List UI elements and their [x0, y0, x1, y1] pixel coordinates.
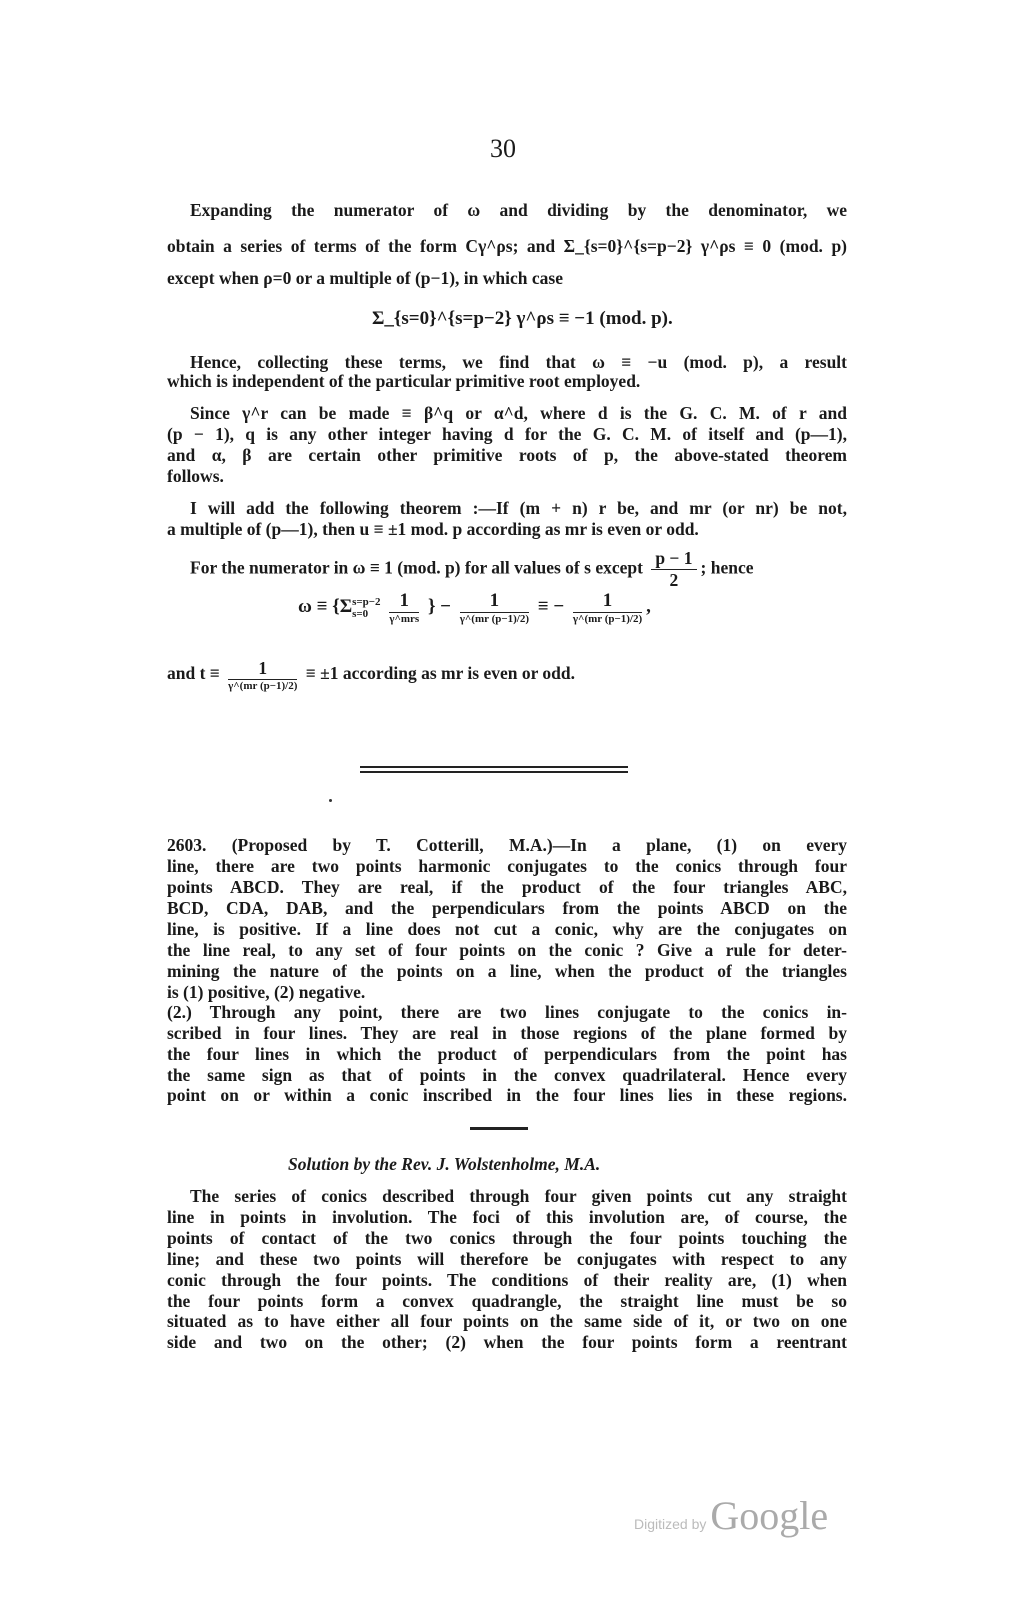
equation-t: [167, 658, 575, 692]
sup: s=p−2: [352, 595, 381, 608]
text-line: except when ρ=0 or a multiple of (p−1), in which case: [167, 268, 563, 288]
denominator: γ^(mr (p−1)/2): [572, 613, 643, 625]
fraction: [389, 590, 419, 625]
solution-line: The series of conics described through four given points cut any straight: [190, 1186, 847, 1206]
question-line: mining the nature of the points on a line, when the product of the triangles: [167, 961, 847, 981]
solution-heading: Solution by the Rev. J. Wolstenholme, M.A.: [288, 1154, 601, 1174]
question-line: the same sign as that of points in the convex quadrilateral. Hence every: [167, 1065, 847, 1085]
watermark-prefix: Digitized by: [634, 1516, 707, 1532]
text-line: Since γ^r can be made ≡ β^q or α^d, where d is the G. C. M. of r and: [190, 403, 847, 423]
numerator: 1: [573, 590, 642, 613]
question-line: the line real, to any set of four points on the conic ? Give a rule for deter-: [167, 940, 847, 960]
text: ω ≡ {Σ: [298, 595, 353, 617]
question-line: BCD, CDA, DAB, and the perpendiculars from the points ABCD on the: [167, 898, 847, 918]
text-line: which is independent of the particular primitive root employed.: [167, 371, 641, 391]
text-line: Expanding the numerator of ω and dividing by the denominator, we: [190, 200, 847, 220]
text-line: (p − 1), q is any other integer having d for the G. C. M. of itself and (p—1),: [167, 424, 847, 444]
fraction: [651, 548, 696, 591]
text-line: a multiple of (p—1), then u ≡ ±1 mod. p according as mr is even or odd.: [167, 519, 699, 539]
numerator: 1: [228, 658, 297, 680]
question-line: point on or within a conic inscribed in the four lines lies in these regions.: [167, 1085, 847, 1105]
question-line: (2.) Through any point, there are two lines conjugate to the conics in-: [167, 1002, 847, 1022]
text-line: Hence, collecting these terms, we find that ω ≡ −u (mod. p), a result: [190, 352, 847, 372]
numerator-line: [190, 548, 754, 591]
question-line: line, there are two points harmonic conjugates to the conics through four: [167, 856, 847, 876]
equation-sum: Σ_{s=0}^{s=p−2} γ^ρs ≡ −1 (mod. p).: [372, 308, 673, 329]
numerator: 1: [389, 590, 419, 613]
question-line: the four lines in which the product of perpendiculars from the point has: [167, 1044, 847, 1064]
text-line: and α, β are certain other primitive roots of p, the above-stated theorem: [167, 445, 847, 465]
short-rule: [470, 1127, 528, 1130]
google-watermark: [634, 1492, 828, 1539]
question-line: line, is positive. If a line does not cut a conic, why are the conjugates on: [167, 919, 847, 939]
double-rule-bottom: [360, 771, 628, 773]
solution-line: side and two on the other; (2) when the four points form a reentrant: [167, 1332, 847, 1352]
text: For the numerator in ω ≡ 1 (mod. p) for all values of s except: [190, 557, 643, 578]
text: ≡ ±1 according as mr is even or odd.: [305, 663, 576, 684]
question-line: 2603. (Proposed by T. Cotterill, M.A.)—In a plane, (1) on every: [167, 835, 847, 855]
text-line: I will add the following theorem :—If (m + n) r be, and mr (or nr) be not,: [190, 498, 847, 518]
ink-speck: [329, 799, 332, 802]
text: ≡ −: [537, 595, 565, 617]
denominator: γ^mrs: [389, 613, 420, 625]
numerator: p − 1: [651, 548, 696, 570]
fraction: [573, 590, 642, 625]
fraction: [228, 658, 297, 692]
text-line: follows.: [167, 466, 224, 486]
solution-line: line; and these two points will therefore be conjugates with respect to any: [167, 1249, 847, 1269]
sub: s=0: [352, 607, 369, 620]
numerator: 1: [460, 590, 529, 613]
text: ,: [646, 595, 651, 617]
equation-omega: [298, 590, 651, 625]
text: and t ≡: [167, 663, 220, 684]
denominator: 2: [669, 570, 679, 590]
text: } −: [427, 595, 452, 617]
question-line: is (1) positive, (2) negative.: [167, 982, 366, 1002]
solution-line: conic through the four points. The conditions of their reality are, (1) when: [167, 1270, 847, 1290]
watermark-logo: Google: [710, 1493, 829, 1538]
solution-line: points of contact of the two conics through the four points touching the: [167, 1228, 847, 1248]
text: ; hence: [700, 557, 754, 578]
fraction: [460, 590, 529, 625]
denominator: γ^(mr (p−1)/2): [228, 680, 298, 692]
question-line: scribed in four lines. They are real in those regions of the plane formed by: [167, 1023, 847, 1043]
text-line: obtain a series of terms of the form Cγ^ρs; and Σ_{s=0}^{s=p−2} γ^ρs ≡ 0 (mod. p): [167, 236, 847, 256]
solution-line: situated as to have either all four points on the same side of it, or two on one: [167, 1311, 847, 1331]
question-line: points ABCD. They are real, if the product of the four triangles ABC,: [167, 877, 847, 897]
solution-line: the four points form a convex quadrangle, the straight line must be so: [167, 1291, 847, 1311]
denominator: γ^(mr (p−1)/2): [459, 613, 529, 625]
page-number: 30: [490, 134, 516, 163]
solution-line: line in points in involution. The foci of this involution are, of course, the: [167, 1207, 847, 1227]
double-rule-top: [360, 766, 628, 768]
